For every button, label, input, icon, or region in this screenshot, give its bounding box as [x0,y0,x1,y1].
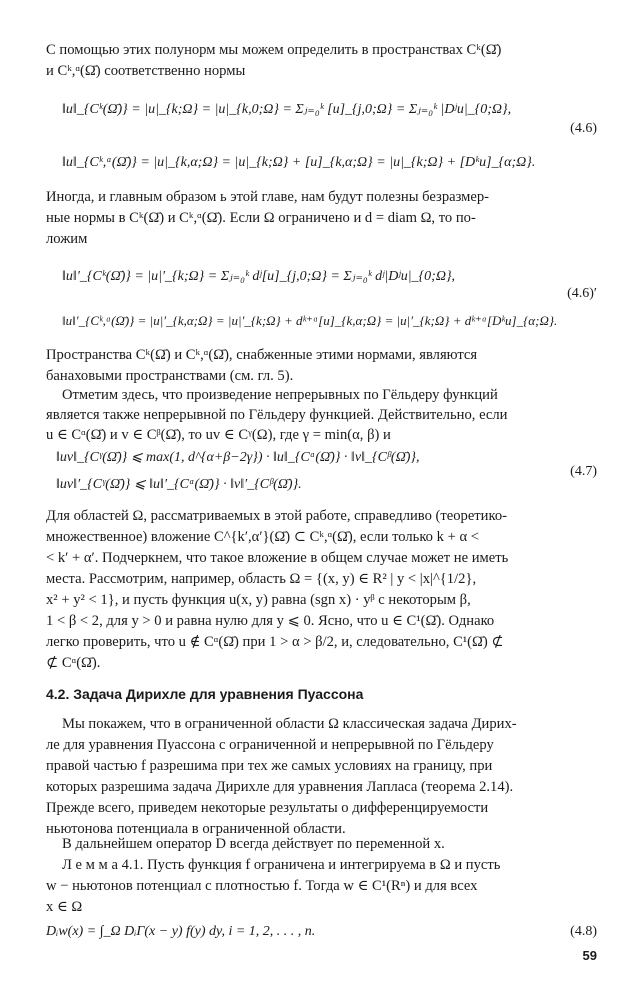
paragraph-1-line-2: и Cᵏ,ᵅ(Ω̄) соответственно нормы [46,63,246,79]
paragraph-5-line-7: легко проверить, что u ∉ Cᵅ(Ω̄) при 1 > α > β/2, и, следовательно, C¹(Ω̄) ⊄ [46,634,504,650]
paragraph-2-line-2: ные нормы в Cᵏ(Ω̄) и Cᵏ,ᵅ(Ω̄). Если Ω ограничено и d = diam Ω, то по- [46,210,476,226]
equation-4-6-line-2: ‖u‖_{Cᵏ,ᵅ(Ω̄)} = |u|_{k,α;Ω} = |u|_{k;Ω} + [u]_{k,α;Ω} = |u|_{k;Ω} + [Dᵏu]_{α;Ω}. [62,155,536,170]
equation-4-6-prime-line-1: ‖u‖′_{Cᵏ(Ω̄)} = |u|′_{k;Ω} = Σⱼ₌₀ᵏ dʲ[u]_{j,0;Ω} = Σⱼ₌₀ᵏ dʲ|Dʲu|_{0;Ω}, [62,269,456,284]
paragraph-5-line-4: места. Рассмотрим, например, область Ω = {(x, y) ∈ R² | y < |x|^{1/2}, [46,571,477,587]
paragraph-2-line-1: Иногда, и главным образом ь этой главе, нам будут полезны безразмер- [46,189,490,205]
paragraph-1-line-1: С помощью этих полунорм мы можем определить в пространствах Cᵏ(Ω̄) [46,42,502,58]
paragraph-5-line-5: x² + y² < 1}, и пусть функция u(x, y) равна (sgn x) · yᵝ с некоторым β, [46,592,471,608]
equation-4-6-prime-line-2: ‖u‖′_{Cᵏ,ᵅ(Ω̄)} = |u|′_{k,α;Ω} = |u|′_{k;Ω} + dᵏ⁺ᵅ[u]_{k,α;Ω} = |u|′_{k;Ω} + dᵏ⁺ᵅ[Dᵏu]_{α;Ω}. [62,313,558,328]
paragraph-3-line-1: Пространства Cᵏ(Ω̄) и Cᵏ,ᵅ(Ω̄), снабженные этими нормами, являются [46,347,478,363]
paragraph-2-line-3: ложим [46,231,88,247]
equation-4-7-line-2: ‖uv‖′_{Cᵞ(Ω̄)} ⩽ ‖u‖′_{Cᵅ(Ω̄)} · ‖v‖′_{Cᵝ(Ω̄)}. [56,477,302,492]
paragraph-4-line-2: является также непрерывной по Гёльдеру функцией. Действительно, если [46,407,508,423]
equation-4-6-number: (4.6) [570,121,597,136]
paragraph-7: В дальнейшем оператор D всегда действует по переменной x. [62,836,445,852]
lemma-line-3: x ∈ Ω [46,899,83,915]
paragraph-3-line-2: банаховыми пространствами (см. гл. 5). [46,368,294,384]
paragraph-6-line-1: Мы покажем, что в ограниченной области Ω классическая задача Дирих- [62,716,517,732]
equation-4-7-line-1: ‖uv‖_{Cᵞ(Ω̄)} ⩽ max(1, d^{α+β−2γ}) · ‖u‖_{Cᵅ(Ω̄)} · ‖v‖_{Cᵝ(Ω̄)}, [56,450,420,465]
paragraph-6-line-3: правой частью f разрешима при тех же самых условиях на границу, при [46,758,493,774]
paragraph-5-line-2: множественное) вложение C^{k′,α′}(Ω̄) ⊂ Cᵏ,ᵅ(Ω̄), если только k + α < [46,529,479,545]
equation-4-6-prime-number: (4.6)′ [567,286,597,301]
equation-4-6-line-1: ‖u‖_{Cᵏ(Ω̄)} = |u|_{k;Ω} = |u|_{k,0;Ω} = Σⱼ₌₀ᵏ [u]_{j,0;Ω} = Σⱼ₌₀ᵏ |Dʲu|_{0;Ω}, [62,102,512,117]
lemma-line-1: Л е м м а 4.1. Пусть функция f ограничена и интегрируема в Ω и пусть [62,857,501,873]
lemma-line-2: w − ньютонов потенциал с плотностью f. Тогда w ∈ C¹(Rⁿ) и для всех [46,878,478,894]
equation-4-7-number: (4.7) [570,464,597,479]
page-number: 59 [582,948,597,963]
equation-4-8: Dᵢw(x) = ∫_Ω DᵢΓ(x − y) f(y) dy, i = 1, 2, . . . , n. [46,924,316,939]
paragraph-6-line-2: ле для уравнения Пуассона с ограниченной и непрерывной по Гёльдеру [46,737,494,753]
paragraph-6-line-5: Прежде всего, приведем некоторые результаты о дифференцируемости [46,800,489,816]
paragraph-6-line-4: которых разрешима задача Дирихле для уравнения Лапласа (теорема 2.14). [46,779,514,795]
paragraph-5-line-1: Для областей Ω, рассматриваемых в этой работе, справедливо (теоретико- [46,508,507,524]
paragraph-5-line-8: ⊄ Cᵅ(Ω̄). [46,655,101,671]
paragraph-4-line-3: u ∈ Cᵅ(Ω̄) и v ∈ Cᵝ(Ω̄), то uv ∈ Cᵞ(Ω), где γ = min(α, β) и [46,427,391,443]
paragraph-6-line-6: ньютонова потенциала в ограниченной области. [46,821,346,837]
paragraph-4-line-1: Отметим здесь, что произведение непрерывных по Гёльдеру функций [62,387,498,403]
section-heading: 4.2. Задача Дирихле для уравнения Пуассона [46,686,364,702]
paragraph-5-line-3: < k′ + α′. Подчеркнем, что такое вложение в общем случае может не иметь [46,550,509,566]
paragraph-5-line-6: 1 < β < 2, для y > 0 и равна нулю для y ⩽ 0. Ясно, что u ∈ C¹(Ω̄). Однако [46,613,495,629]
equation-4-8-number: (4.8) [570,924,597,939]
